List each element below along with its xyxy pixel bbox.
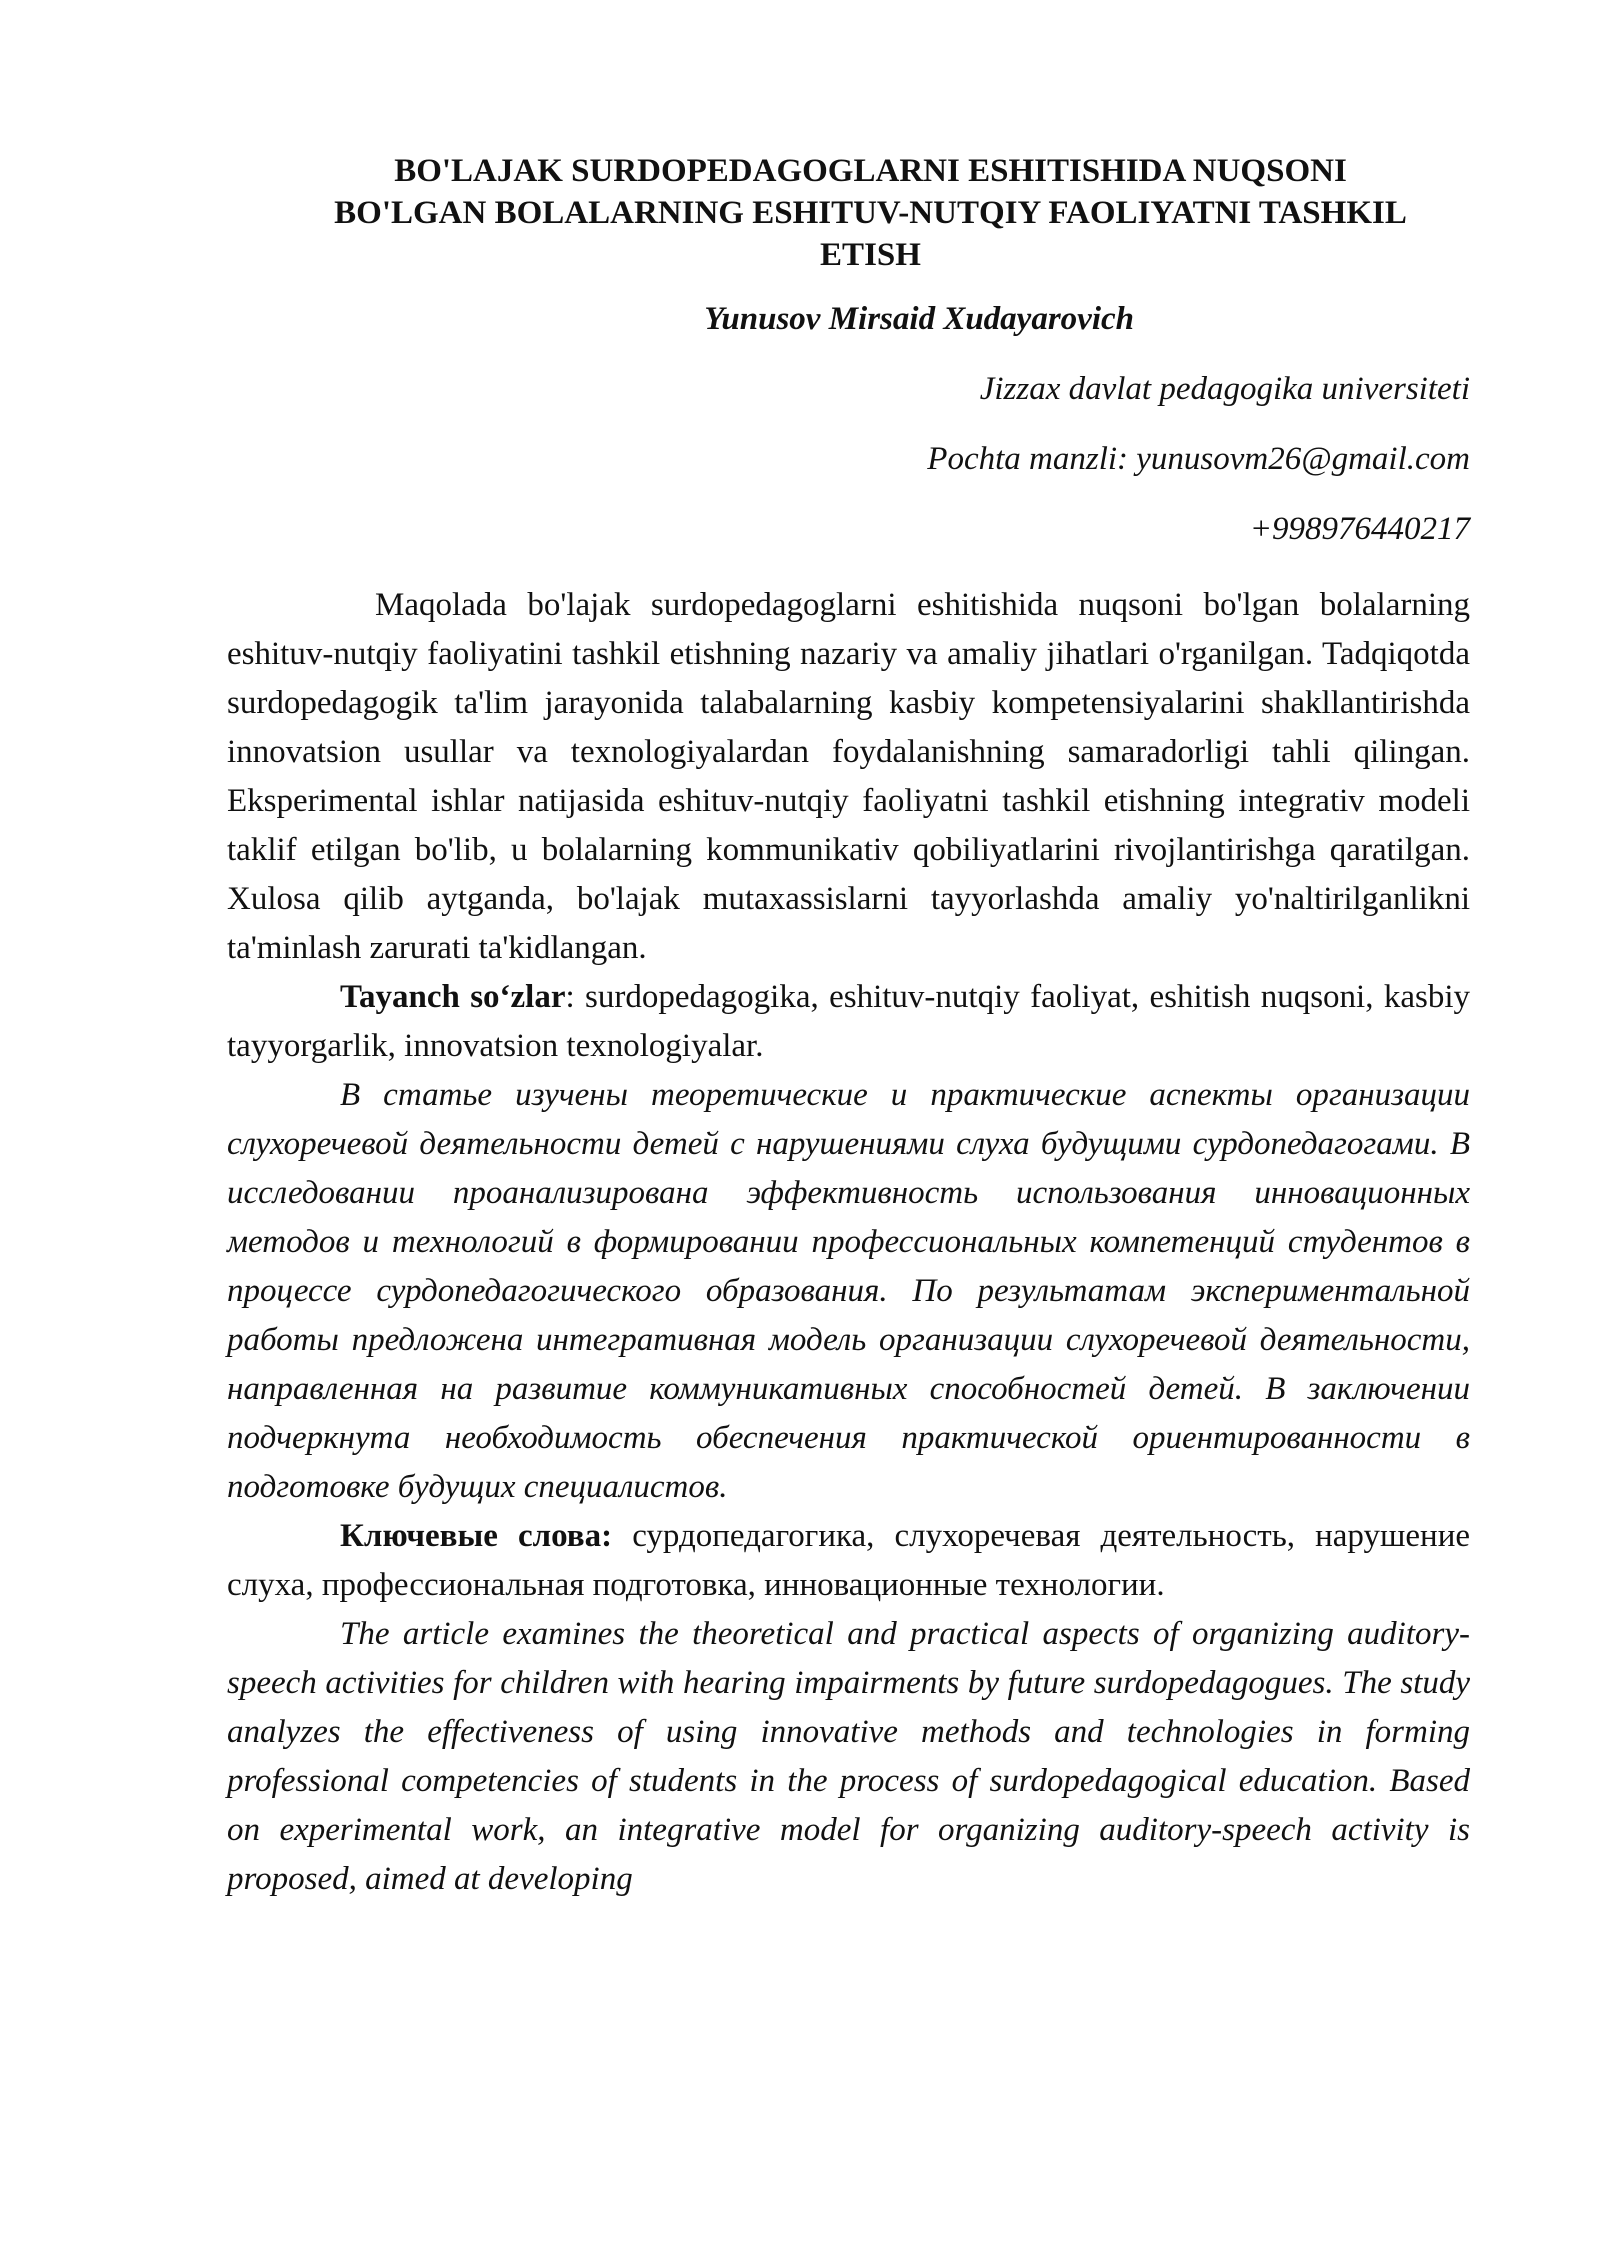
keywords-russian-label: Ключевые слова: <box>340 1518 613 1554</box>
abstract-english: The article examines the theoretical and practical aspects of organizing auditory-speech activities for children with hearing impairments by future surdopedagogues. The study analyzes the effectiveness of using innovative methods and technologies in forming professional competencies of students in the process of surdopedagogical education. Based on experimental work, an integrative model for organizing auditory-speech activity is proposed, aimed at developing <box>227 1616 1470 1897</box>
abstract-uzbek: Maqolada bo'lajak surdopedagoglarni eshitishida nuqsoni bo'lgan bolalarning eshituv-nutqiy faoliyatini tashkil etishning nazariy va amaliy jihatlari o'rganilgan. Tadqiqotda surdopedagogik ta'lim jarayonida talabalarning kasbiy kompetensiyalarini shakllantirishda innovatsion usullar va texnologiyalardan foydalanishning samaradorligi tahli qilingan. Eksperimental ishlar natijasida eshituv-nutqiy faoliyatni tashkil etishning integrativ modeli taklif etilgan bo'lib, u bolalarning kommunikativ qobiliyatlarini rivojlantirishga qaratilgan. Xulosa qilib aytganda, bo'lajak mutaxassislarni tayyorlashda amaliy yo'naltirilganlikni ta'minlash zarurati ta'kidlangan. <box>227 587 1470 966</box>
affiliation: Jizzax davlat pedagogika universiteti <box>979 371 1470 407</box>
article-page <box>227 150 1470 1904</box>
keywords-uzbek <box>227 973 1470 1071</box>
keywords-uzbek-text: : surdopedagogika, eshituv-nutqiy faoliyat, eshitish nuqsoni, kasbiy tayyorgarlik, innovatsion texnologiyalar. <box>227 979 1470 1064</box>
phone-number: +998976440217 <box>1249 511 1470 547</box>
article-title <box>227 150 1470 276</box>
keywords-russian-text: сурдопедагогика, слухоречевая деятельность, нарушение слуха, профессиональная подготовка, инновационные технологии. <box>227 1518 1470 1603</box>
title-line: BO'LAJAK SURDOPEDAGOGLARNI ESHITISHIDA NUQSONI <box>394 153 1347 189</box>
title-line: BO'LGAN BOLALARNING ESHITUV-NUTQIY FAOLIYATNI TASHKIL <box>334 195 1407 231</box>
author-name: Yunusov Mirsaid Xudayarovich <box>704 301 1134 337</box>
title-line: ETISH <box>820 237 921 273</box>
email-line: Pochta manzli: yunusovm26@gmail.com <box>927 441 1470 477</box>
abstract-russian: В статье изучены теоретические и практические аспекты организации слухоречевой деятельности детей с нарушениями слуха будущими сурдопедагогами. В исследовании проанализирована эффективность использования инновационных методов и технологий в формировании профессиональных компетенций студентов в процессе сурдопедагогического образования. По результатам экспериментальной работы предложена интегративная модель организации слухоречевой деятельности, направленная на развитие коммуникативных способностей детей. В заключении подчеркнута необходимость обеспечения практической ориентированности в подготовке будущих специалистов. <box>227 1077 1470 1505</box>
keywords-uzbek-label: Tayanch so‘zlar <box>340 979 566 1015</box>
keywords-russian <box>227 1512 1470 1610</box>
